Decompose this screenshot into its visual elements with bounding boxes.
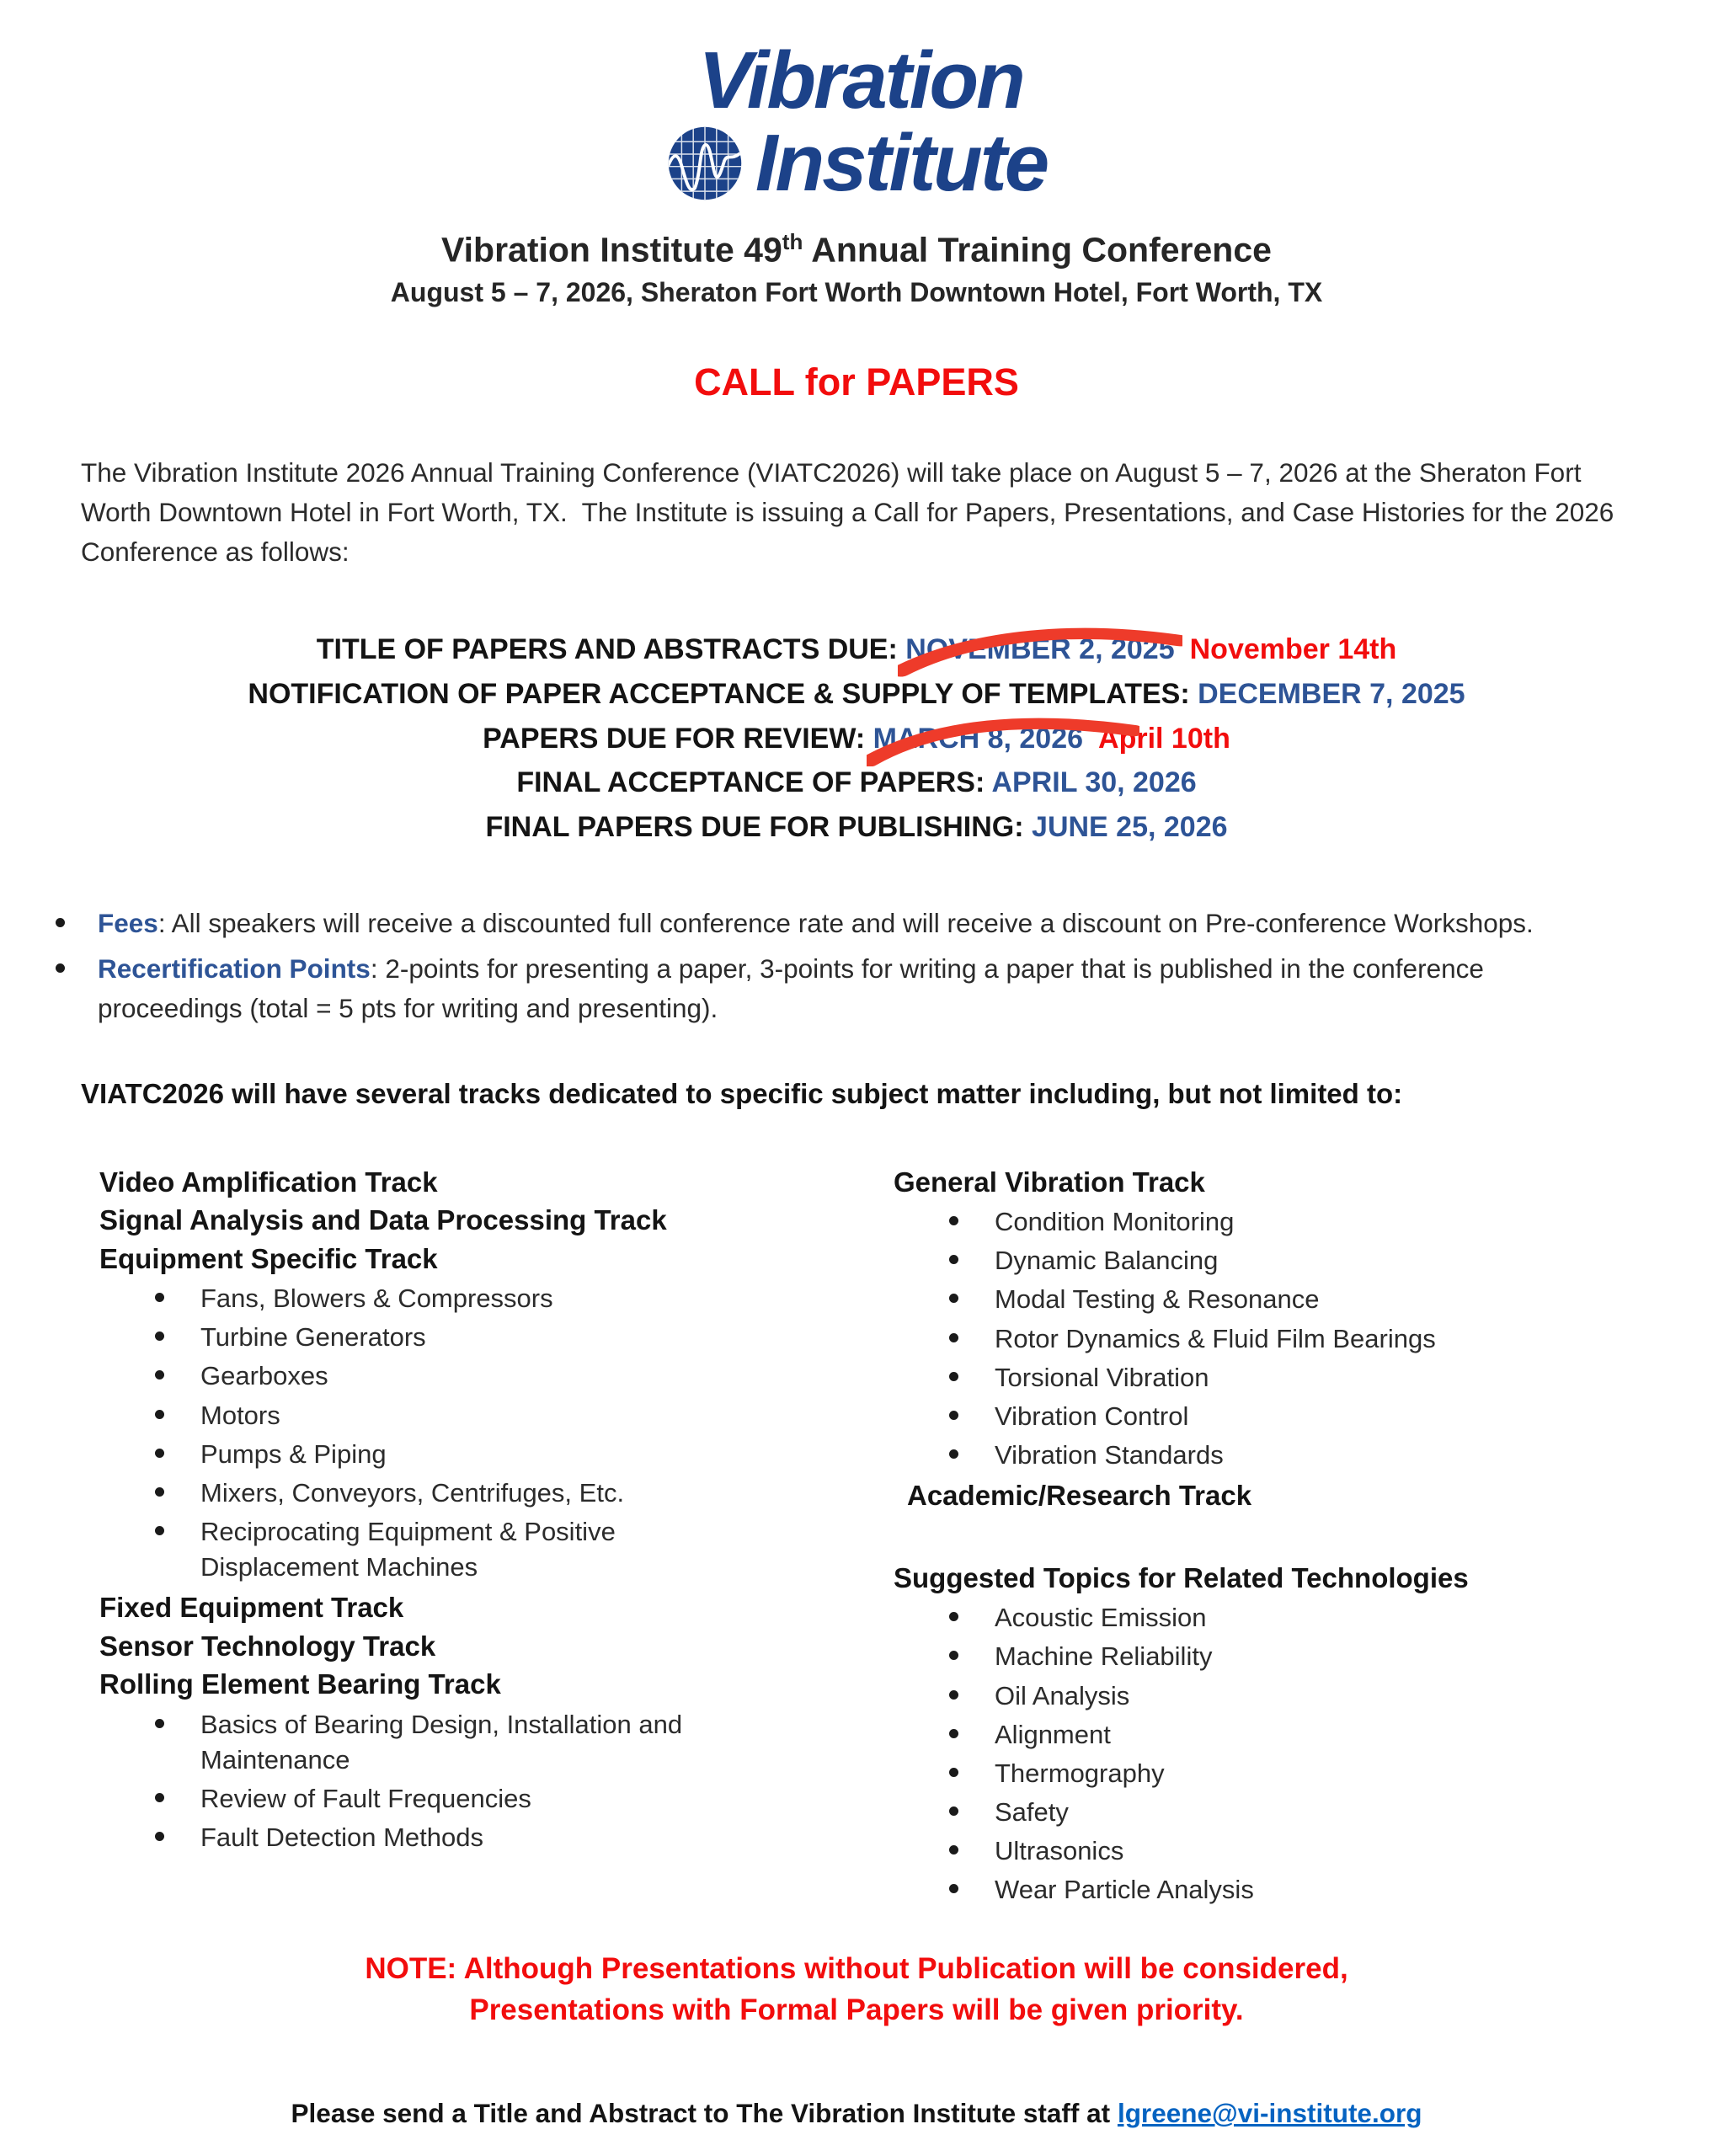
deadline-date-struck: MARCH 8, 2026	[873, 722, 1084, 755]
deadline-final-papers	[0, 805, 1713, 850]
track-item: Vibration Standards	[894, 1438, 1500, 1473]
deadline-date-struck: NOVEMBER 2, 2025	[905, 633, 1175, 666]
track-item: Basics of Bearing Design, Installation and Maintenance	[99, 1707, 706, 1778]
track-item: Torsional Vibration	[894, 1360, 1500, 1396]
track-item: Wear Particle Analysis	[894, 1872, 1500, 1908]
fees-label: Fees	[98, 907, 158, 938]
bullet-icon	[155, 1719, 164, 1728]
bullet-icon	[949, 1690, 958, 1700]
fees-text: : All speakers will receive a discounted full conference rate and will receive a discount on Pre-conference Workshops.	[157, 907, 1534, 938]
bullet-icon	[155, 1487, 164, 1497]
track-item: Machine Reliability	[894, 1639, 1500, 1674]
submission-text: Please send a Title and Abstract to The Vibration Institute staff at	[291, 2098, 1118, 2129]
waveform-globe-icon	[666, 125, 744, 202]
bullet-icon	[949, 1216, 958, 1225]
deadline-revised-date: April 10th	[1098, 722, 1230, 755]
deadline-label: TITLE OF PAPERS AND ABSTRACTS DUE:	[316, 633, 906, 666]
deadline-revised-date: November 14th	[1189, 633, 1397, 666]
logo-wordmark-institute: Institute	[755, 118, 1048, 208]
track-title: Sensor Technology Track	[99, 1630, 436, 1662]
bullet-icon	[56, 918, 65, 927]
bullet-icon	[949, 1372, 958, 1381]
track-item: Alignment	[894, 1717, 1500, 1753]
call-for-papers-heading: CALL for PAPERS	[694, 360, 1019, 403]
track-title: Video Amplification Track	[99, 1166, 438, 1198]
track-item: Acoustic Emission	[894, 1600, 1500, 1636]
track-item: Turbine Generators	[99, 1320, 706, 1355]
email-link[interactable]: lgreene@vi-institute.org	[1117, 2098, 1422, 2129]
track-item: Gearboxes	[99, 1358, 706, 1394]
bullet-icon	[949, 1845, 958, 1854]
bullet-icon	[155, 1832, 164, 1841]
track-item: Reciprocating Equipment & Positive Displacement Machines	[99, 1514, 706, 1585]
tracks-column-right	[894, 1163, 1688, 1912]
tracks-columns	[99, 1163, 1688, 1912]
deadline-date: JUNE 25, 2026	[1032, 811, 1228, 844]
title-ordinal-sup: th	[782, 229, 803, 254]
bullet-icon	[155, 1793, 164, 1802]
bullet-icon	[949, 1333, 958, 1342]
page-title: Vibration Institute 49th Annual Training Conference	[441, 229, 1272, 270]
bullet-icon	[949, 1411, 958, 1420]
track-title: Academic/Research Track	[907, 1480, 1252, 1512]
priority-note-line2: Presentations with Formal Papers will be given priority.	[469, 1993, 1244, 2027]
recertification-label: Recertification Points	[98, 953, 371, 985]
deadline-label: FINAL ACCEPTANCE OF PAPERS:	[516, 766, 992, 799]
bullet-icon	[56, 963, 65, 973]
deadline-final-acceptance	[0, 760, 1713, 805]
tracks-column-left	[99, 1163, 894, 1912]
bullet-icon	[155, 1526, 164, 1535]
vibration-institute-logo	[0, 0, 1713, 208]
track-item: Thermography	[894, 1756, 1500, 1791]
info-bullets	[54, 904, 1632, 1028]
event-date-location: August 5 – 7, 2026, Sheraton Fort Worth Downtown Hotel, Fort Worth, TX	[390, 276, 1323, 307]
track-item: Dynamic Balancing	[894, 1243, 1500, 1278]
bullet-icon	[949, 1294, 958, 1303]
intro-paragraph: The Vibration Institute 2026 Annual Training Conference (VIATC2026) will take place on August 5 – 7, 2026 at the Sheraton Fort Worth Downtown Hotel in Fort Worth, TX. The Institute is issuing a Call for Papers, Presentations, and Case Histories for the 2026 Conference as follows:	[81, 456, 1622, 568]
bullet-icon	[155, 1370, 164, 1380]
deadline-label: NOTIFICATION OF PAPER ACCEPTANCE & SUPPLY OF TEMPLATES:	[248, 678, 1198, 711]
track-item: Ultrasonics	[894, 1833, 1500, 1869]
bullet-icon	[949, 1884, 958, 1893]
track-title: Signal Analysis and Data Processing Track	[99, 1204, 667, 1236]
track-item: Rotor Dynamics & Fluid Film Bearings	[894, 1321, 1500, 1357]
track-item: Safety	[894, 1795, 1500, 1830]
track-item: Mixers, Conveyors, Centrifuges, Etc.	[99, 1476, 706, 1511]
track-title: General Vibration Track	[894, 1166, 1205, 1198]
priority-note-line1: NOTE: Although Presentations without Publication will be considered,	[365, 1952, 1348, 1986]
submission-instruction	[0, 2098, 1713, 2129]
deadline-abstracts-due	[0, 627, 1713, 672]
bullet-icon	[155, 1410, 164, 1419]
track-item: Oil Analysis	[894, 1678, 1500, 1714]
bullet-icon	[949, 1729, 958, 1738]
fees-bullet	[54, 904, 1632, 943]
deadline-label: PAPERS DUE FOR REVIEW:	[483, 722, 873, 755]
bullet-icon	[155, 1293, 164, 1302]
track-item: Modal Testing & Resonance	[894, 1282, 1500, 1317]
track-item: Fans, Blowers & Compressors	[99, 1281, 706, 1316]
track-title: Fixed Equipment Track	[99, 1592, 404, 1624]
track-item: Motors	[99, 1398, 706, 1433]
logo-wordmark-vibration: Vibration	[698, 35, 1023, 125]
bullet-icon	[155, 1331, 164, 1341]
track-item: Condition Monitoring	[894, 1204, 1500, 1240]
deadline-papers-review	[0, 717, 1713, 761]
track-item: Vibration Control	[894, 1399, 1500, 1434]
track-item: Fault Detection Methods	[99, 1820, 706, 1855]
deadlines-list	[0, 627, 1713, 849]
bullet-icon	[949, 1255, 958, 1264]
track-title: Suggested Topics for Related Technologies	[894, 1561, 1469, 1593]
bullet-icon	[949, 1651, 958, 1660]
bullet-icon	[949, 1449, 958, 1459]
track-title: Rolling Element Bearing Track	[99, 1668, 501, 1700]
deadline-label: FINAL PAPERS DUE FOR PUBLISHING:	[485, 811, 1033, 844]
deadline-notification	[0, 672, 1713, 717]
bullet-icon	[949, 1612, 958, 1621]
priority-note	[0, 1948, 1713, 2031]
track-title: Equipment Specific Track	[99, 1242, 438, 1274]
recertification-bullet	[54, 949, 1632, 1027]
track-item: Pumps & Piping	[99, 1437, 706, 1472]
deadline-date: APRIL 30, 2026	[991, 766, 1197, 799]
recertification-text: : 2-points for presenting a paper, 3-points for writing a paper that is published in the conference proceedings (total = 5 pts for writing and presenting).	[98, 953, 1484, 1024]
bullet-icon	[949, 1806, 958, 1816]
track-item: Review of Fault Frequencies	[99, 1781, 706, 1817]
tracks-intro: VIATC2026 will have several tracks dedicated to specific subject matter including, but not limited to:	[81, 1077, 1403, 1109]
bullet-icon	[949, 1768, 958, 1777]
deadline-date: DECEMBER 7, 2025	[1198, 678, 1465, 711]
bullet-icon	[155, 1449, 164, 1458]
